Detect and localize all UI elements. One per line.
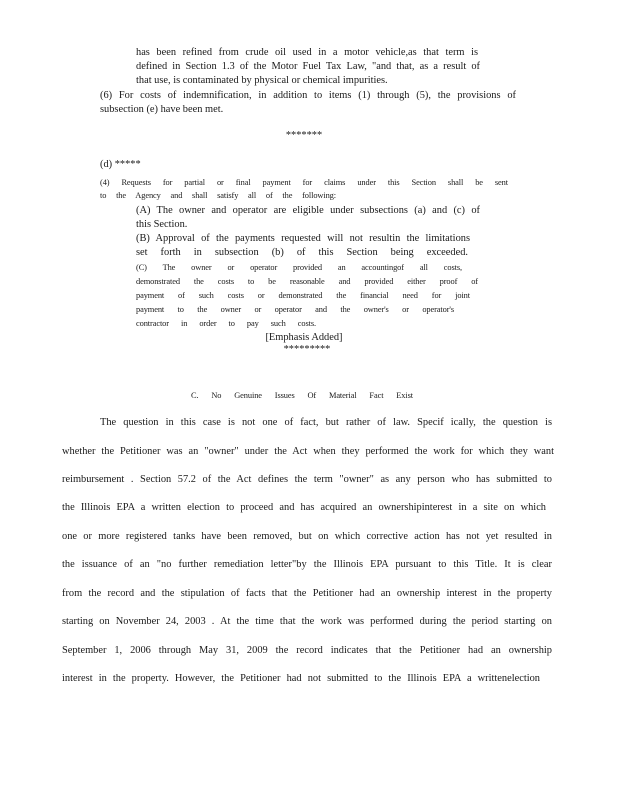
section-heading: C. No Genuine Issues Of Material Fact Exist — [191, 391, 413, 400]
item-4c-line-3: payment of such costs or demonstrated the financial need for joint — [136, 291, 470, 300]
paragraph-line-5: one or more registered tanks have been removed, but on which corrective action has not yet resulted in — [62, 531, 552, 542]
item-4a-line-1: (A) The owner and operator are eligible under subsections (a) and (c) of — [136, 205, 480, 216]
paragraph-line-3: reimbursement . Section 57.2 of the Act defines the term "owner" as any person who has submitted to — [62, 474, 552, 485]
item-4c-line-1: (C) The owner or operator provided an accountingof all costs, — [136, 263, 462, 272]
item-4-line-2: to the Agency and shall satisfy all of the following: — [100, 191, 336, 200]
paragraph-line-8: starting on November 24, 2003 . At the time that the work was performed during the period starting on — [62, 616, 552, 627]
quote-line-3: that use, is contaminated by physical or chemical impurities. — [136, 75, 388, 86]
item-4b-line-1: (B) Approval of the payments requested will not resultin the limitations — [136, 233, 470, 244]
item-4c-line-4: payment to the owner or operator and the owner's or operator's — [136, 305, 454, 314]
emphasis-added: [Emphasis Added] — [265, 332, 343, 343]
paragraph-line-6: the issuance of an "no further remediation letter"by the Illinois EPA pursuant to this Title. It is clear — [62, 559, 552, 570]
paragraph-line-4: the Illinois EPA a written election to proceed and has acquired an ownershipinterest in a site on which — [62, 502, 546, 513]
paragraph-line-2: whether the Petitioner was an "owner" under the Act when they performed the work for which they want — [62, 446, 554, 457]
item-6-line-2: subsection (e) have been met. — [100, 104, 224, 115]
item-4c-line-5: contractor in order to pay such costs. — [136, 319, 316, 328]
item-4-line-1: (4) Requests for partial or final payment for claims under this Section shall be sent — [100, 178, 508, 187]
separator-asterisks-1: ******* — [285, 130, 323, 141]
item-4c-line-2: demonstrated the costs to be reasonable and provided either proof of — [136, 277, 478, 286]
item-6-line-1: (6) For costs of indemnification, in addition to items (1) through (5), the provisions of — [100, 90, 516, 101]
paragraph-line-9: September 1, 2006 through May 31, 2009 the record indicates that the Petitioner had an ownership — [62, 645, 552, 656]
paragraph-line-7: from the record and the stipulation of facts that the Petitioner had an ownership interest in the property — [62, 588, 552, 599]
quote-line-1: has been refined from crude oil used in a motor vehicle,as that term is — [136, 47, 478, 58]
separator-asterisks-2: ********* — [283, 344, 331, 355]
quote-line-2: defined in Section 1.3 of the Motor Fuel Tax Law, "and that, as a result of — [136, 61, 480, 72]
subsection-d: (d) ***** — [100, 159, 141, 170]
paragraph-line-1: The question in this case is not one of fact, but rather of law. Specif ically, the question is — [100, 417, 552, 428]
item-4a-line-2: this Section. — [136, 219, 188, 230]
item-4b-line-2: set forth in subsection (b) of this Section being exceeded. — [136, 247, 468, 258]
paragraph-line-10: interest in the property. However, the Petitioner had not submitted to the Illinois EPA a writtenelection — [62, 673, 540, 684]
